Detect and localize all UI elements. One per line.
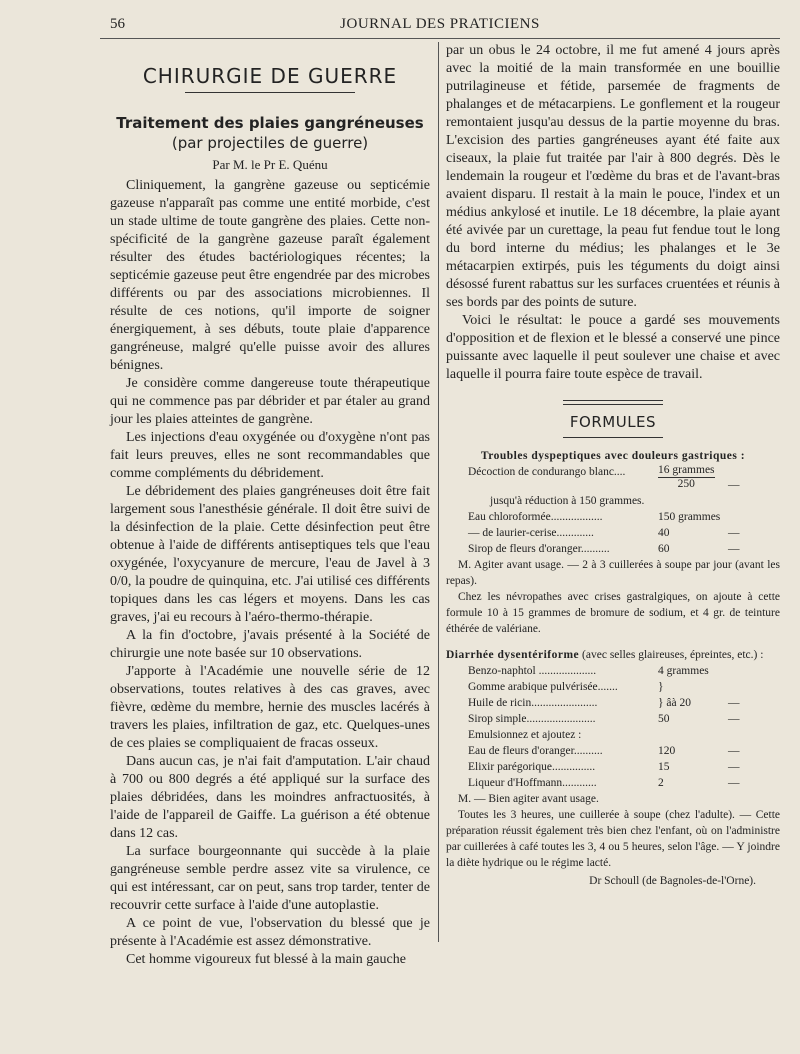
fraction-num: 16 grammes	[658, 464, 715, 476]
article-title: Traitement des plaies gangréneuses	[116, 114, 424, 132]
paragraph: La surface bourgeonnante qui succède à la plaie gangréneuse semble perdre assez vite sa virulence, ce qui est intéressant, car on peut, sans trop tarder, tenter de recouvrir cette surface à l'aide d'une autoplastie.	[110, 844, 430, 913]
article-subtitle: (par projectiles de guerre)	[171, 134, 369, 152]
unit: —	[728, 761, 740, 773]
quantity: 4 grammes	[658, 665, 709, 677]
ingredient: Huile de ricin.......................	[468, 697, 598, 709]
formula-row	[446, 464, 780, 493]
page-header	[100, 14, 780, 39]
quantity-fraction	[658, 464, 728, 493]
formulas-heading: FORMULES	[569, 413, 657, 431]
quantity: 40	[658, 527, 670, 539]
formula-note: M. Agiter avant usage. — 2 à 3 cuillerées à soupe par jour (avant les repas).	[446, 559, 780, 587]
formula-row	[446, 711, 780, 727]
unit: —	[728, 543, 740, 555]
paragraph: par un obus le 24 octobre, il me fut amené 4 jours après avec la moitié de la main transformée en une bouillie putrilagineuse et fétide, parsemée de fragments de phalanges et de métacarpiens. Le gonflement et la rougeur remontaient jusqu'au dessus de la partie moyenne du bras. L'excision des parties gangréneuses ayant été faite aux ciseaux, la plaie fut traitée par l'air à 800 degrés. Dès le lendemain la rougeur et l'œdème du bras et de l'avant-bras avaient disparu. Il restait à la main le pouce, l'index et un médius ankylosé et inutile. Le 18 décembre, la plaie ayant été avivée par un curettage, la peau fut fendue tout le long du bord interne du médius; les phalanges et le 3e métacarpien extirpés, puis les téguments du doigt ainsi désossé furent rabattus sur les surfaces cruentées et réunis à ses bords par des points de suture.	[446, 43, 780, 310]
paragraph: Cet homme vigoureux fut blessé à la main gauche	[126, 952, 406, 967]
formula-row	[446, 663, 780, 679]
quantity: 2	[658, 777, 664, 789]
unit: —	[728, 527, 740, 539]
paragraph: J'apporte à l'Académie une nouvelle série de 12 observations, toutes relatives à des cas graves, avec fièvre, œdème du membre, hernie des muscles lacérés à travers les plaies, infiltration de gaz, etc. Quelques-unes de ces plaies se compliquaient de fracas osseux.	[110, 664, 430, 751]
article-byline: Par M. le Pr E. Quénu	[212, 157, 328, 172]
ingredient: Eau chloroformée..................	[468, 511, 603, 523]
formula-row	[446, 509, 780, 525]
unit: —	[728, 777, 740, 789]
left-column	[110, 58, 430, 969]
ingredient: Sirop simple........................	[468, 713, 596, 725]
paragraph: Dans aucun cas, je n'ai fait d'amputation. L'air chaud à 700 ou 800 degrés a été appliqué sur la surface des plaies débridées, dans les moindres anfractuosités, à l'aide de l'appareil de Gaiffe. La guérison a été obtenue dans 12 cas.	[110, 754, 430, 841]
ingredient: Décoction de condurango blanc....	[468, 466, 626, 478]
formula-row	[446, 541, 780, 557]
unit: —	[728, 697, 740, 709]
page-number: 56	[110, 16, 125, 32]
ingredient: — de laurier-cerise.............	[468, 527, 594, 539]
formula-row	[446, 525, 780, 541]
formula-title-rest: (avec selles glaireuses, épreintes, etc.) :	[582, 649, 764, 661]
ingredient: Liqueur d'Hoffmann............	[468, 777, 597, 789]
paragraph: Je considère comme dangereuse toute thérapeutique qui ne commence pas par débrider et par étaler au grand jour les plaies atteintes de gangrène.	[110, 376, 430, 427]
formula-row	[446, 775, 780, 791]
quantity: 60	[658, 543, 670, 555]
formula-note: Chez les névropathes avec crises gastralgiques, on ajoute à cette formule 10 à 15 grammes de bromure de sodium, et 4 gr. de teinture éthérée de valériane.	[446, 591, 780, 635]
ingredient: Eau de fleurs d'oranger..........	[468, 745, 603, 757]
quantity: 50	[658, 713, 670, 725]
formula-note: M. — Bien agiter avant usage.	[458, 793, 599, 805]
paragraph: Cliniquement, la gangrène gazeuse ou septicémie gazeuse n'apparaît pas comme une entité morbide, c'est un stade ultime de toute gangrène des plaies. Cette non-spécificité de la gangrène gazeuse paraît également résulter des études bactériologiques récentes; la septicémie gazeuse peut être engendrée par des microbes différents ou par des associations microbiennes. Il résulte de ces notions, qu'il importe de soigner énergiquement, à ses débuts, toute plaie d'apparence gangréneuse, malgré qu'elle puisse avoir des allures bénignes.	[110, 178, 430, 373]
column-divider	[438, 42, 439, 942]
ingredient: Elixir parégorique...............	[468, 761, 596, 773]
unit	[728, 509, 780, 525]
unit	[728, 663, 780, 679]
formula-title-text: Troubles dyspeptiques avec douleurs gastriques :	[480, 450, 746, 462]
paragraph: Les injections d'eau oxygénée ou d'oxygène n'ont pas fait leurs preuves, elles ne sont recommandables que comme compléments du débridement.	[110, 430, 430, 481]
fraction-den: 250	[677, 478, 695, 490]
formula-row	[446, 759, 780, 775]
formula-title-text: Diarrhée dysentériforme	[446, 649, 580, 661]
paragraph: A la fin d'octobre, j'avais présenté à la Société de chirurgie une note basée sur 10 observations.	[110, 628, 430, 661]
formula-section-title	[446, 448, 780, 464]
unit: —	[728, 479, 740, 491]
section-title: CHIRURGIE DE GUERRE	[142, 64, 398, 88]
ingredient: Gomme arabique pulvérisée.......	[468, 681, 618, 693]
formulas-header	[446, 400, 780, 438]
quantity: }	[658, 681, 664, 693]
formula-note: Toutes les 3 heures, une cuillerée à soupe (chez l'adulte). — Cette préparation réussit également très bien chez l'enfant, où on l'administre par cuillerées à café toutes les 3, 4 ou 5 heures, selon l'âge. — Y joindre la diète hydrique ou le régime lacté.	[446, 809, 780, 869]
paragraph: Le débridement des plaies gangréneuses doit être fait largement sous l'anesthésie générale. Il doit être suivi de la désinfection de la plaie. Cette désinfection peut être obtenue à l'aide de différents antiseptiques tels que l'eau oxygénée, l'oxycyanure de mercure, l'eau de Javel à 3 0/0, la poudre de quinquina, etc. J'ai utilisé ces différents topiques dans les cas légers et moyens. Dans les cas graves, j'ai eu recours à l'aéro-thermo-thérapie.	[110, 484, 430, 625]
formula-section-title	[446, 647, 780, 663]
paragraph: Voici le résultat: le pouce a gardé ses mouvements d'opposition et de flexion et le blessé a conservé une pince puissante avec laquelle il peut soulever une chaise et avec laquelle il pourra faire toute espèce de travail.	[446, 313, 780, 382]
formula-row	[446, 679, 780, 695]
formulas-rule	[563, 437, 663, 438]
formula-line: jusqu'à réduction à 150 grammes.	[490, 495, 645, 507]
formulas-rule	[563, 400, 663, 405]
quantity: 15	[658, 761, 670, 773]
formula-row	[446, 743, 780, 759]
unit: —	[728, 713, 740, 725]
ingredient: Sirop de fleurs d'oranger..........	[468, 543, 610, 555]
unit	[728, 679, 780, 695]
paragraph: A ce point de vue, l'observation du blessé que je présente à l'Académie est assez démonstrative.	[110, 916, 430, 949]
signature: Dr Schoull (de Bagnoles-de-l'Orne).	[589, 875, 756, 887]
formula-line: Emulsionnez et ajoutez :	[468, 729, 582, 741]
right-column	[446, 42, 780, 887]
quantity: 150 grammes	[658, 511, 721, 523]
quantity: 120	[658, 745, 676, 757]
ingredient: Benzo-naphtol ....................	[468, 665, 597, 677]
unit: —	[728, 745, 740, 757]
quantity: } âà 20	[658, 697, 691, 709]
journal-title: JOURNAL DES PRATICIENS	[340, 16, 540, 32]
formula-row	[446, 695, 780, 711]
section-rule	[185, 92, 355, 93]
